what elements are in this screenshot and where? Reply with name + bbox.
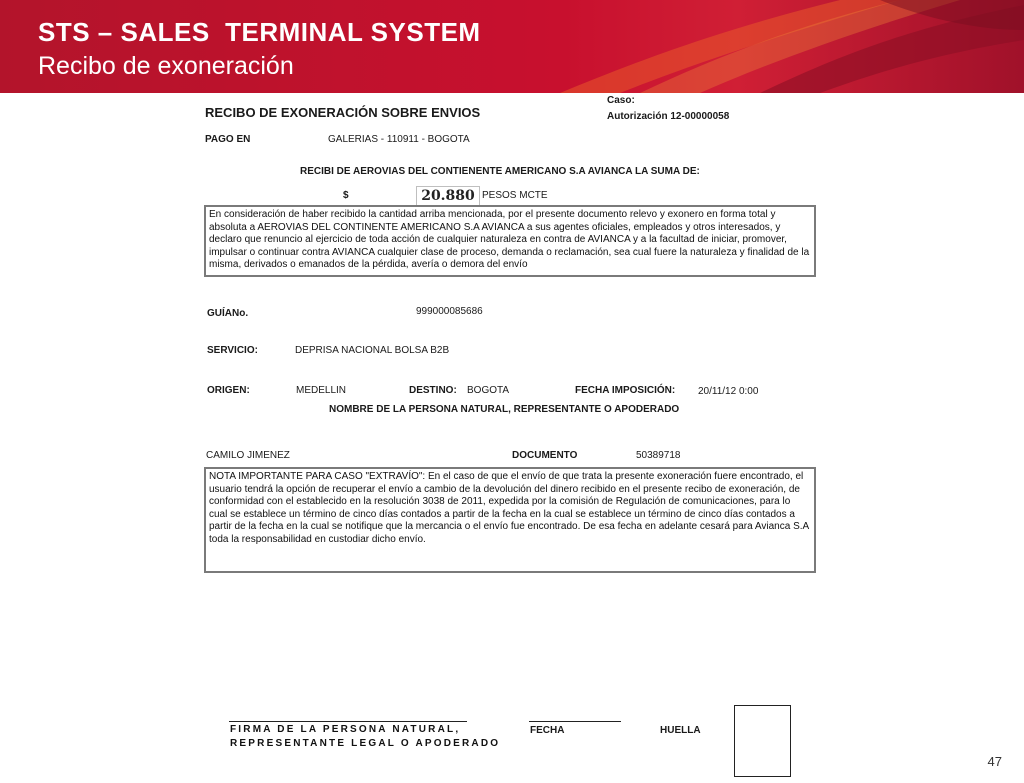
nota-importante-box: NOTA IMPORTANTE PARA CASO "EXTRAVÍO": En el caso de que el envío de que trata la presente exoneración fuere encontrado, el usuario tendrá la opción de recuperar el envío a cambio de la devolución del dinero recibido en el presente recibo de exoneración, de conformidad con el establecido en la resolución 3038 de 2011, expedida por la comisión de Regulación de comunicaciones, para lo cual se establece un término de cinco días contados a partir de la fecha en la cual se establece un término de cinco días contados a partir de la fecha en la cual se notifique que la mercancia o el envío fue encontrado. De esa fecha en adelante cesará para Avianca S.A toda la responsabilidad en custodiar dicho envío. (204, 467, 816, 573)
origen-label: ORIGEN: (207, 385, 250, 396)
header-bar (0, 0, 1024, 93)
guia-label: GUÍANo. (207, 308, 249, 319)
pago-en-value: GALERIAS - 110911 - BOGOTA (328, 134, 470, 145)
documento-value: 50389718 (636, 450, 681, 461)
servicio-value: DEPRISA NACIONAL BOLSA B2B (295, 345, 450, 356)
amount-value: 20.880 (416, 186, 480, 206)
guia-value: 999000085686 (416, 306, 483, 317)
firma-label-line1: FIRMA DE LA PERSONA NATURAL, (230, 724, 461, 735)
fecha-imposicion-value: 20/11/12 0:00 (698, 386, 759, 397)
page-number: 47 (987, 754, 1002, 769)
consideration-text-box: En consideración de haber recibido la cantidad arriba mencionada, por el presente documento relevo y exonero en forma total y absoluta a AEROVIAS DEL CONTINENTE AMERICANO S.A AVIANCA a sus agentes oficiales, empleados y otros interesados, y declaro que renuncio al ejercicio de toda acción de cualquier naturaleza en contra de AVIANCA y a la facultad de iniciar, promover, impulsar o continuar contra AVIANCA cualquier clase de proceso, demanda o reclamación, sea cual fuere la naturaleza y finalidad de la misma, derivados o emanados de la pérdida, avería o demora del envío (204, 205, 816, 277)
firma-label-line2: REPRESENTANTE LEGAL O APODERADO (230, 738, 501, 749)
fecha-signature-line (529, 721, 621, 722)
receipt-document (0, 93, 1024, 783)
autorizacion-value: Autorización 12-00000058 (607, 111, 730, 122)
fecha-label: FECHA (530, 725, 565, 736)
slide-subtitle: Recibo de exoneración (38, 52, 294, 80)
slide-title: STS – SALES TERMINAL SYSTEM (38, 17, 481, 47)
receipt-heading: RECIBO DE EXONERACIÓN SOBRE ENVIOS (205, 105, 481, 120)
currency-symbol: $ (343, 190, 349, 201)
destino-value: BOGOTA (467, 385, 510, 396)
destino-label: DESTINO: (409, 385, 457, 396)
origen-value: MEDELLIN (296, 385, 347, 396)
recibi-line: RECIBI DE AEROVIAS DEL CONTIENENTE AMERICANO S.A AVIANCA LA SUMA DE: (300, 166, 700, 177)
pago-en-label: PAGO EN (205, 134, 251, 145)
huella-label: HUELLA (660, 725, 701, 736)
servicio-label: SERVICIO: (207, 345, 258, 356)
huella-fingerprint-box (734, 705, 791, 777)
amount-suffix: PESOS MCTE (482, 190, 548, 201)
caso-label: Caso: (607, 95, 635, 106)
persona-name: CAMILO JIMENEZ (206, 450, 290, 461)
nombre-heading: NOMBRE DE LA PERSONA NATURAL, REPRESENTANTE O APODERADO (329, 404, 680, 415)
firma-signature-line (229, 721, 467, 722)
documento-label: DOCUMENTO (512, 450, 578, 461)
fecha-imposicion-label: FECHA IMPOSICIÓN: (575, 385, 676, 396)
